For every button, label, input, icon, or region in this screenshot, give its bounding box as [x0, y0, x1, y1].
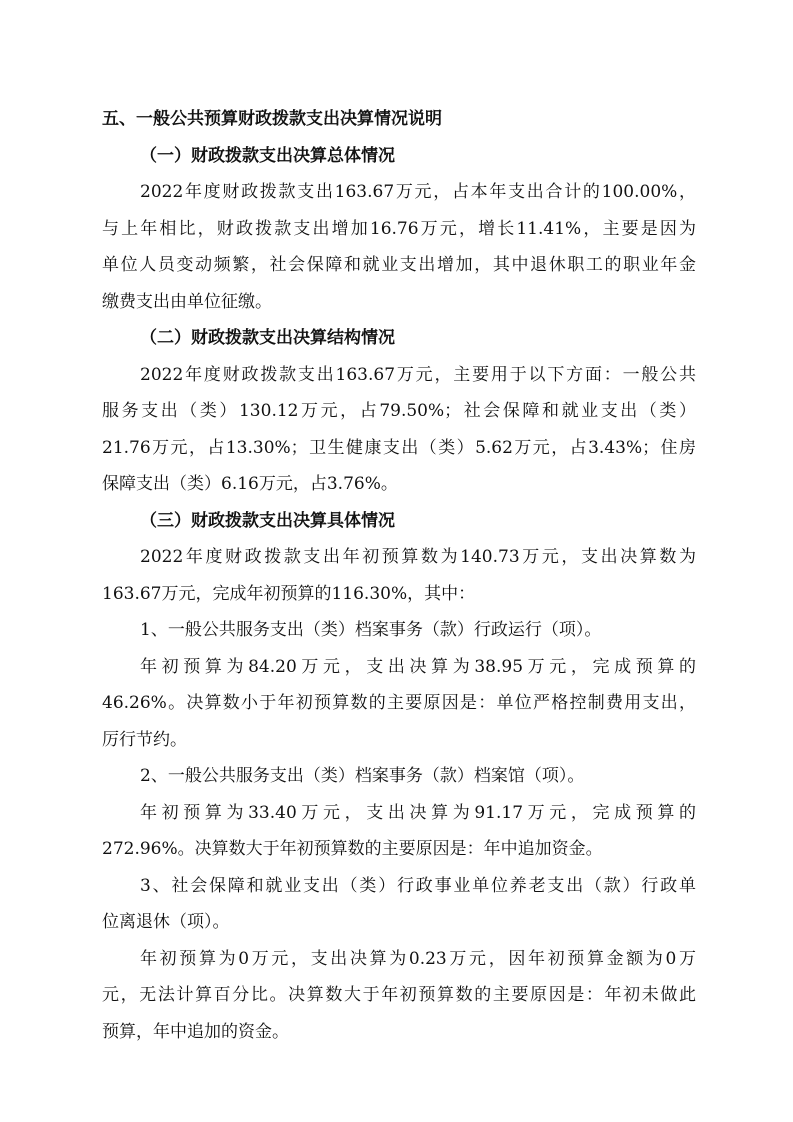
- text-line: 元，无法计算百分比。决算数大于年初预算数的主要原因是：年初未做此: [102, 985, 696, 1005]
- text-line: 46.26%。决算数小于年初预算数的主要原因是：单位严格控制费用支出，: [102, 693, 696, 713]
- text-line: 年初预算为33.40万元，支出决算为91.17万元，完成预算的: [140, 803, 696, 823]
- text-line: 与上年相比，财政拨款支出增加16.76万元，增长11.41%，主要是因为: [102, 219, 696, 239]
- text-line: 3、社会保障和就业支出（类）行政事业单位养老支出（款）行政单: [140, 876, 696, 896]
- text-line: 年初预算为84.20万元，支出决算为38.95万元，完成预算的: [140, 657, 696, 677]
- item-2-title: 2、一般公共服务支出（类）档案事务（款）档案馆（项）。: [140, 766, 585, 786]
- text-line: 272.96%。决算数大于年初预算数的主要原因是：年中追加资金。: [102, 839, 603, 859]
- subsection-title-structure: （二）财政拨款支出决算结构情况: [140, 328, 395, 348]
- text-line: 服务支出（类）130.12万元，占79.50%；社会保障和就业支出（类）: [102, 401, 696, 421]
- text-line: 年初预算为0万元，支出决算为0.23万元，因年初预算金额为0万: [140, 949, 696, 969]
- text-line: 位离退休（项）。: [102, 912, 230, 932]
- subsection-title-detail: （三）财政拨款支出决算具体情况: [140, 511, 395, 531]
- text-line: 单位人员变动频繁，社会保障和就业支出增加，其中退休职工的职业年金: [102, 255, 696, 275]
- text-line: 163.67万元，完成年初预算的116.30%，其中：: [102, 584, 476, 604]
- subsection-title-overall: （一）财政拨款支出决算总体情况: [140, 146, 395, 166]
- text-line: 2022年度财政拨款支出163.67万元，占本年支出合计的100.00%，: [140, 182, 696, 202]
- section-title: 五、一般公共预算财政拨款支出决算情况说明: [102, 109, 442, 129]
- text-line: 2022年度财政拨款支出163.67万元，主要用于以下方面：一般公共: [140, 365, 696, 385]
- text-line: 2022年度财政拨款支出年初预算数为140.73万元，支出决算数为: [140, 547, 696, 567]
- text-line: 保障支出（类）6.16万元，占3.76%。: [102, 474, 398, 494]
- text-line: 缴费支出由单位征缴。: [102, 292, 272, 312]
- text-line: 预算，年中追加的资金。: [102, 1022, 289, 1042]
- text-line: 21.76万元，占13.30%；卫生健康支出（类）5.62万元，占3.43%；住房: [102, 438, 696, 458]
- text-line: 厉行节约。: [102, 730, 187, 750]
- item-1-title: 1、一般公共服务支出（类）档案事务（款）行政运行（项）。: [140, 620, 602, 640]
